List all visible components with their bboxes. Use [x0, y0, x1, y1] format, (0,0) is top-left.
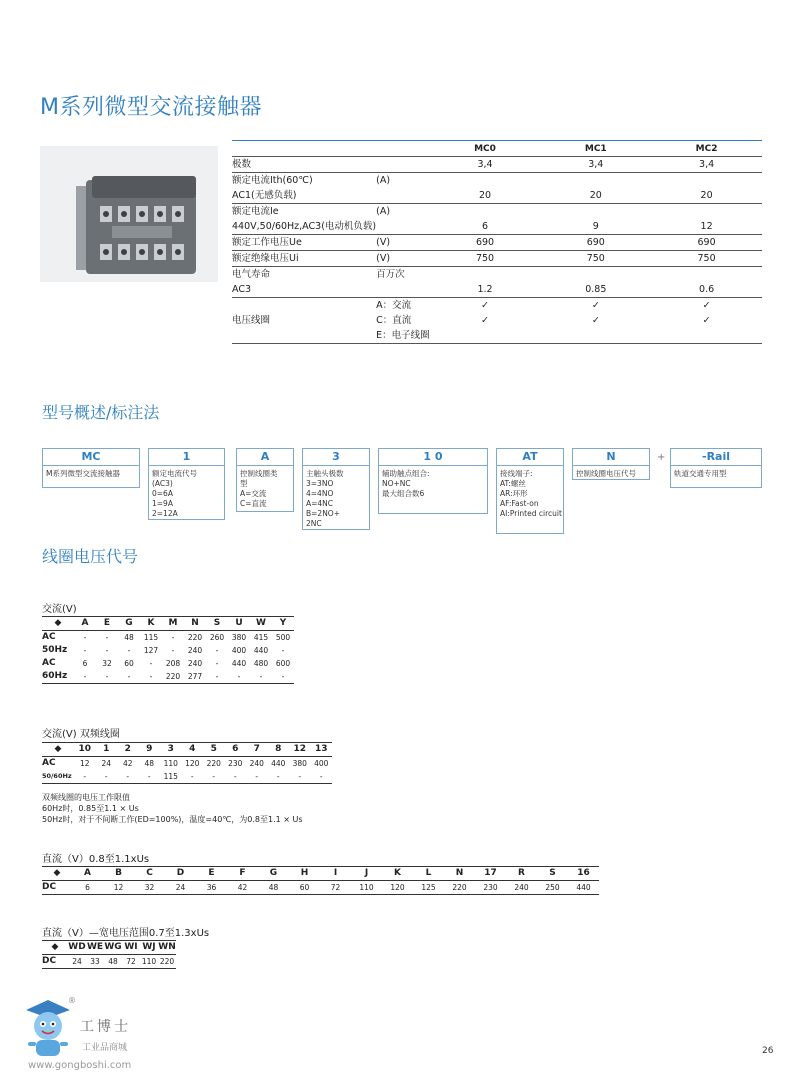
- product-photo: [40, 146, 218, 282]
- ac-value: -: [171, 646, 175, 655]
- dc-value: 125: [413, 881, 444, 895]
- dcwide-value: 33: [86, 955, 104, 969]
- spec-value: 9: [540, 219, 651, 235]
- ac-value: 208: [165, 659, 181, 668]
- dual-value: 380: [292, 759, 307, 768]
- ac-value: 600: [275, 659, 291, 668]
- dcwide-code-table: [42, 940, 176, 969]
- spec-row: [232, 313, 762, 328]
- dc-value: 120: [382, 881, 413, 895]
- dcwide-code-header: WN: [158, 941, 176, 955]
- ac-value: -: [140, 670, 162, 684]
- spec-header-row: [232, 142, 762, 157]
- ac-code-header: M: [162, 617, 184, 631]
- dual-value: -: [246, 770, 268, 784]
- spec-row: [232, 157, 762, 173]
- spec-row-unit: [376, 157, 430, 173]
- dc-value: 250: [537, 881, 568, 895]
- spec-row-label: [232, 298, 376, 314]
- ac-value: -: [105, 633, 109, 642]
- dcwide-value: 72: [122, 955, 140, 969]
- ac-value: -: [171, 633, 175, 642]
- dual-code-header: 1: [96, 743, 118, 757]
- dcwide-code-header: ◆: [42, 941, 68, 955]
- page-number: 26: [762, 1046, 774, 1056]
- ac-row-label: AC: [42, 632, 56, 642]
- dual-value: -: [117, 770, 139, 784]
- ac-value: 127: [143, 646, 159, 655]
- spec-row: [232, 173, 762, 189]
- ac-value: 240: [187, 646, 203, 655]
- spec-row-label: 电压线圈: [232, 315, 271, 326]
- ac-value: -: [127, 646, 131, 655]
- model-code-box: [496, 448, 564, 534]
- dc-value: 12: [103, 881, 134, 895]
- model-code-head: 1: [149, 449, 224, 466]
- spec-row: [232, 282, 762, 298]
- spec-row-label: 额定工作电压Ue: [232, 235, 376, 251]
- spec-value: 1.2: [430, 282, 541, 298]
- spec-value: [651, 173, 762, 189]
- model-code-desc: 主触头极数 3=3NO 4=4NO A=4NC B=2NO+ 2NC: [306, 469, 344, 528]
- spec-row-label: 额定电流Ie: [232, 206, 279, 217]
- dc-value: 110: [351, 881, 382, 895]
- spec-value: ✓: [591, 300, 600, 311]
- dual-value: 24: [101, 759, 112, 768]
- dc-code-header: F: [227, 867, 258, 881]
- dc-value: 60: [289, 881, 320, 895]
- spec-value: ✓: [702, 315, 711, 326]
- ac-value: -: [206, 670, 228, 684]
- dual-row: [42, 757, 332, 771]
- ac-row-label: 50Hz: [42, 645, 68, 655]
- ac-value: -: [118, 670, 140, 684]
- spec-value: ✓: [591, 315, 600, 326]
- dual-code-header: 3: [160, 743, 182, 757]
- dual-subtitle: 交流(V) 双频线圈: [42, 729, 120, 740]
- model-code-head: N: [573, 449, 649, 466]
- dc-value: 32: [134, 881, 165, 895]
- spec-row-label: [232, 328, 376, 344]
- spec-value: 690: [540, 235, 651, 251]
- dual-code-header: ◆: [42, 743, 74, 757]
- brand-tagline: 工业品商城: [82, 1043, 128, 1053]
- spec-model-header: MC2: [695, 144, 718, 154]
- spec-row-unit: [376, 282, 430, 298]
- ac-value: -: [83, 646, 87, 655]
- spec-row: [232, 298, 762, 314]
- ac-code-header: Y: [272, 617, 294, 631]
- dual-value: 220: [206, 759, 221, 768]
- spec-value: 0.6: [651, 282, 762, 298]
- spec-row: [232, 235, 762, 251]
- spec-value: 3,4: [651, 157, 762, 173]
- dual-value: -: [139, 770, 161, 784]
- dc-code-header: A: [72, 867, 103, 881]
- dual-value: -: [225, 770, 247, 784]
- dcwide-row: [42, 955, 176, 969]
- ac-value: 60: [124, 659, 134, 668]
- ac-value: 500: [275, 633, 291, 642]
- ac-code-header: U: [228, 617, 250, 631]
- spec-row-unit: (V): [376, 235, 430, 251]
- spec-row-unit: (A): [376, 206, 391, 217]
- ac-value: 440: [253, 646, 269, 655]
- dual-code-header: 8: [268, 743, 290, 757]
- dcwide-value: 48: [104, 955, 122, 969]
- spec-row-label: 极数: [232, 157, 376, 173]
- page-title: M系列微型交流接触器: [40, 95, 262, 120]
- ac-row: [42, 631, 294, 645]
- dc-value: 72: [320, 881, 351, 895]
- dual-row-label: AC: [42, 758, 56, 768]
- ac-value: 277: [184, 670, 206, 684]
- ac-value: 115: [143, 633, 159, 642]
- spec-row-unit: C：直流: [376, 315, 412, 326]
- spec-value: 750: [430, 251, 541, 267]
- dc-code-header: H: [289, 867, 320, 881]
- dual-code-header: 13: [311, 743, 333, 757]
- dual-value: 42: [122, 759, 133, 768]
- spec-row: [232, 267, 762, 283]
- spec-value: 3,4: [540, 157, 651, 173]
- ac-value: -: [215, 659, 219, 668]
- spec-value: [430, 328, 541, 344]
- mascot-icon: [18, 998, 78, 1062]
- model-section-title: 型号概述/标注法: [42, 403, 160, 422]
- ac-value: -: [149, 659, 153, 668]
- spec-value: 0.85: [540, 282, 651, 298]
- spec-value: [540, 267, 651, 283]
- ac-value: -: [215, 646, 219, 655]
- dcwide-code-header: WG: [104, 941, 122, 955]
- dcwide-code-header: WD: [68, 941, 86, 955]
- spec-row-label: AC1(无感负载): [232, 188, 376, 204]
- dual-code-header: 7: [246, 743, 268, 757]
- spec-row-label: 额定绝缘电压Ui: [232, 251, 376, 267]
- dc-value: 48: [258, 881, 289, 895]
- spec-top-rule: [232, 140, 762, 141]
- dual-value: -: [74, 770, 96, 784]
- dcwide-code-header: WE: [86, 941, 104, 955]
- spec-value: 690: [430, 235, 541, 251]
- model-code-desc: 额定电流代号 (AC3) 0=6A 1=9A 2=12A: [152, 469, 197, 518]
- ac-value: -: [272, 670, 294, 684]
- spec-value: 20: [651, 188, 762, 204]
- dcwide-header-row: [42, 941, 176, 955]
- ac-value: 260: [209, 633, 225, 642]
- spec-value: [540, 173, 651, 189]
- spec-value: [430, 267, 541, 283]
- dual-value: 115: [160, 770, 182, 784]
- model-code-desc: 控制线圈类 型 A=交流 C=直流: [240, 469, 278, 508]
- ac-value: 480: [253, 659, 269, 668]
- dc-value: 220: [444, 881, 475, 895]
- model-code-head: 3: [303, 449, 369, 466]
- spec-value: [651, 267, 762, 283]
- dc-code-header: L: [413, 867, 444, 881]
- dc-value: 230: [475, 881, 506, 895]
- coil-section-title: 线圈电压代号: [42, 547, 139, 566]
- dc-value: 36: [196, 881, 227, 895]
- ac-value: 220: [187, 633, 203, 642]
- dc-code-table: [42, 866, 599, 895]
- dual-value: 12: [79, 759, 90, 768]
- model-code-head: 1 0: [379, 449, 487, 466]
- ac-value: -: [250, 670, 272, 684]
- registered-mark: ®: [68, 996, 76, 1005]
- ac-value: 220: [162, 670, 184, 684]
- ac-header-row: [42, 617, 294, 631]
- dual-code-header: 4: [182, 743, 204, 757]
- dcwide-code-header: WJ: [140, 941, 158, 955]
- spec-row-label: 440V,50/60Hz,AC3(电动机负载): [232, 219, 376, 235]
- model-code-box: [302, 448, 370, 530]
- model-code-desc: 控制线圈电压代号: [576, 469, 636, 478]
- dual-value: -: [311, 770, 333, 784]
- spec-row-unit: 百万次: [376, 269, 405, 280]
- model-code-head: MC: [43, 449, 139, 466]
- ac-code-header: A: [74, 617, 96, 631]
- model-code-box: [378, 448, 488, 514]
- model-code-desc: 轨道交通专用型: [674, 469, 727, 478]
- model-code-box: [670, 448, 762, 488]
- dual-value: 120: [185, 759, 200, 768]
- ac-code-header: ◆: [42, 617, 74, 631]
- dc-code-header: N: [444, 867, 475, 881]
- spec-value: ✓: [481, 315, 489, 326]
- model-code-box: [148, 448, 225, 520]
- dc-value: 24: [165, 881, 196, 895]
- gongboshi-logo: [18, 996, 208, 1076]
- dc-code-header: S: [537, 867, 568, 881]
- spec-row-unit: [376, 188, 430, 204]
- ac-value: 415: [253, 633, 269, 642]
- spec-value: 750: [651, 251, 762, 267]
- spec-row-label: 额定电流Ith(60℃): [232, 175, 313, 186]
- dual-value: -: [268, 770, 290, 784]
- spec-row-unit: (V): [376, 251, 430, 267]
- spec-row-label: AC3: [232, 282, 376, 298]
- spec-model-header: MC0: [474, 144, 496, 154]
- dcwide-row-label: DC: [42, 955, 68, 969]
- dual-row-label: 50/60Hz: [42, 770, 74, 784]
- dual-value: -: [182, 770, 204, 784]
- contactor-image: [40, 146, 218, 282]
- spec-value: 6: [430, 219, 541, 235]
- spec-header-blank: [376, 142, 430, 157]
- ac-value: -: [83, 633, 87, 642]
- dc-value: 6: [72, 881, 103, 895]
- model-code-desc: 接线端子: AT:螺丝 AR:环形 AF:Fast-on AI:Printed circuit: [500, 469, 562, 518]
- spec-row: [232, 328, 762, 344]
- spec-value: 20: [430, 188, 541, 204]
- dual-value: 230: [228, 759, 243, 768]
- ac-value: -: [96, 670, 118, 684]
- dual-code-header: 9: [139, 743, 161, 757]
- dual-value: 400: [314, 759, 329, 768]
- ac-value: 6: [82, 659, 88, 668]
- dc-header-row: [42, 867, 599, 881]
- spec-row-unit: [376, 219, 430, 235]
- dcwide-code-header: WI: [122, 941, 140, 955]
- dc-code-header: E: [196, 867, 227, 881]
- spec-row: [232, 251, 762, 267]
- dc-code-header: ◆: [42, 867, 72, 881]
- dc-code-header: C: [134, 867, 165, 881]
- dc-subtitle: 直流（V）0.8至1.1xUs: [42, 854, 150, 865]
- spec-row-label: 电气寿命: [232, 269, 271, 280]
- dual-voltage-notes: 双频线圈的电压工作限值 60Hz时，0.85至1.1 × Us 50Hz时，对于不间断工作(ED=100%)，温度=40℃，为0.8至1.1 × Us: [42, 793, 303, 824]
- dual-code-header: 12: [289, 743, 311, 757]
- ac-value: 400: [231, 646, 247, 655]
- spec-value: 20: [540, 188, 651, 204]
- ac-row: [42, 657, 294, 670]
- dc-value: 440: [568, 881, 599, 895]
- ac-code-header: N: [184, 617, 206, 631]
- dual-row: [42, 770, 332, 784]
- dual-code-header: 6: [225, 743, 247, 757]
- ac-value: -: [74, 670, 96, 684]
- model-code-box: [42, 448, 140, 488]
- ac-value: 380: [231, 633, 247, 642]
- ac-row: [42, 670, 294, 684]
- dc-value: 240: [506, 881, 537, 895]
- model-code-desc: 辅助触点组合: NO+NC 最大组合数6: [382, 469, 430, 498]
- ac-value: 32: [102, 659, 112, 668]
- dual-code-header: 10: [74, 743, 96, 757]
- dcwide-value: 110: [140, 955, 158, 969]
- spec-row: [232, 188, 762, 204]
- spec-value: [430, 204, 541, 220]
- ac-code-header: S: [206, 617, 228, 631]
- spec-row-unit: (A): [376, 175, 391, 186]
- dc-code-header: 17: [475, 867, 506, 881]
- dual-value: 48: [144, 759, 155, 768]
- ac-code-header: E: [96, 617, 118, 631]
- spec-value: ✓: [702, 300, 711, 311]
- dual-code-table: [42, 742, 332, 784]
- model-code-box: [236, 448, 294, 512]
- model-code-box: [572, 448, 650, 480]
- model-code-head: AT: [497, 449, 563, 466]
- ac-code-header: W: [250, 617, 272, 631]
- spec-row: [232, 219, 762, 235]
- dcwide-subtitle: 直流（V）—宽电压范围0.7至1.3xUs: [42, 928, 210, 939]
- ac-value: 48: [124, 633, 134, 642]
- dc-code-header: R: [506, 867, 537, 881]
- spec-value: [651, 204, 762, 220]
- dcwide-value: 220: [158, 955, 176, 969]
- spec-table: [232, 142, 762, 344]
- dc-row: [42, 881, 599, 895]
- spec-value: 750: [540, 251, 651, 267]
- spec-value: [651, 328, 762, 344]
- dual-header-row: [42, 743, 332, 757]
- brand-url[interactable]: www.gongboshi.com: [28, 1060, 132, 1071]
- ac-value: -: [281, 646, 285, 655]
- dual-value: 110: [163, 759, 178, 768]
- dual-value: 240: [249, 759, 264, 768]
- ac-value: 240: [187, 659, 203, 668]
- ac-row-label: 60Hz: [42, 670, 74, 684]
- dual-value: -: [203, 770, 225, 784]
- spec-row: [232, 204, 762, 220]
- ac-code-header: G: [118, 617, 140, 631]
- spec-row-unit: E：电子线圈: [376, 328, 430, 344]
- model-code-desc: M系列微型交流接触器: [46, 469, 120, 478]
- ac-value: -: [105, 646, 109, 655]
- spec-header-blank: [232, 142, 376, 157]
- ac-code-header: K: [140, 617, 162, 631]
- dc-code-header: J: [351, 867, 382, 881]
- dual-code-header: 2: [117, 743, 139, 757]
- dual-code-header: 5: [203, 743, 225, 757]
- ac-code-table: [42, 616, 294, 684]
- ac-value: 440: [231, 659, 247, 668]
- spec-value: [540, 328, 651, 344]
- dual-value: -: [96, 770, 118, 784]
- dual-value: 440: [271, 759, 286, 768]
- dc-code-header: 16: [568, 867, 599, 881]
- dc-code-header: I: [320, 867, 351, 881]
- model-plus-sign: +: [657, 452, 666, 463]
- spec-value: [430, 173, 541, 189]
- spec-model-header: MC1: [584, 144, 607, 154]
- dual-value: -: [289, 770, 311, 784]
- dc-code-header: G: [258, 867, 289, 881]
- ac-row: [42, 644, 294, 657]
- dcwide-value: 24: [68, 955, 86, 969]
- spec-value: 690: [651, 235, 762, 251]
- spec-value: ✓: [481, 300, 489, 311]
- brand-text: 工博士: [80, 1019, 131, 1035]
- ac-value: -: [228, 670, 250, 684]
- spec-value: 12: [651, 219, 762, 235]
- model-code-head: A: [237, 449, 293, 466]
- dc-value: 42: [227, 881, 258, 895]
- ac-row-label: AC: [42, 658, 56, 668]
- spec-row-unit: A：交流: [376, 300, 412, 311]
- spec-value: [540, 204, 651, 220]
- dc-row-label: DC: [42, 881, 72, 895]
- spec-value: 3,4: [430, 157, 541, 173]
- dc-code-header: B: [103, 867, 134, 881]
- model-code-head: -Rail: [671, 449, 761, 466]
- ac-subtitle: 交流(V): [42, 604, 77, 615]
- dc-code-header: K: [382, 867, 413, 881]
- dc-code-header: D: [165, 867, 196, 881]
